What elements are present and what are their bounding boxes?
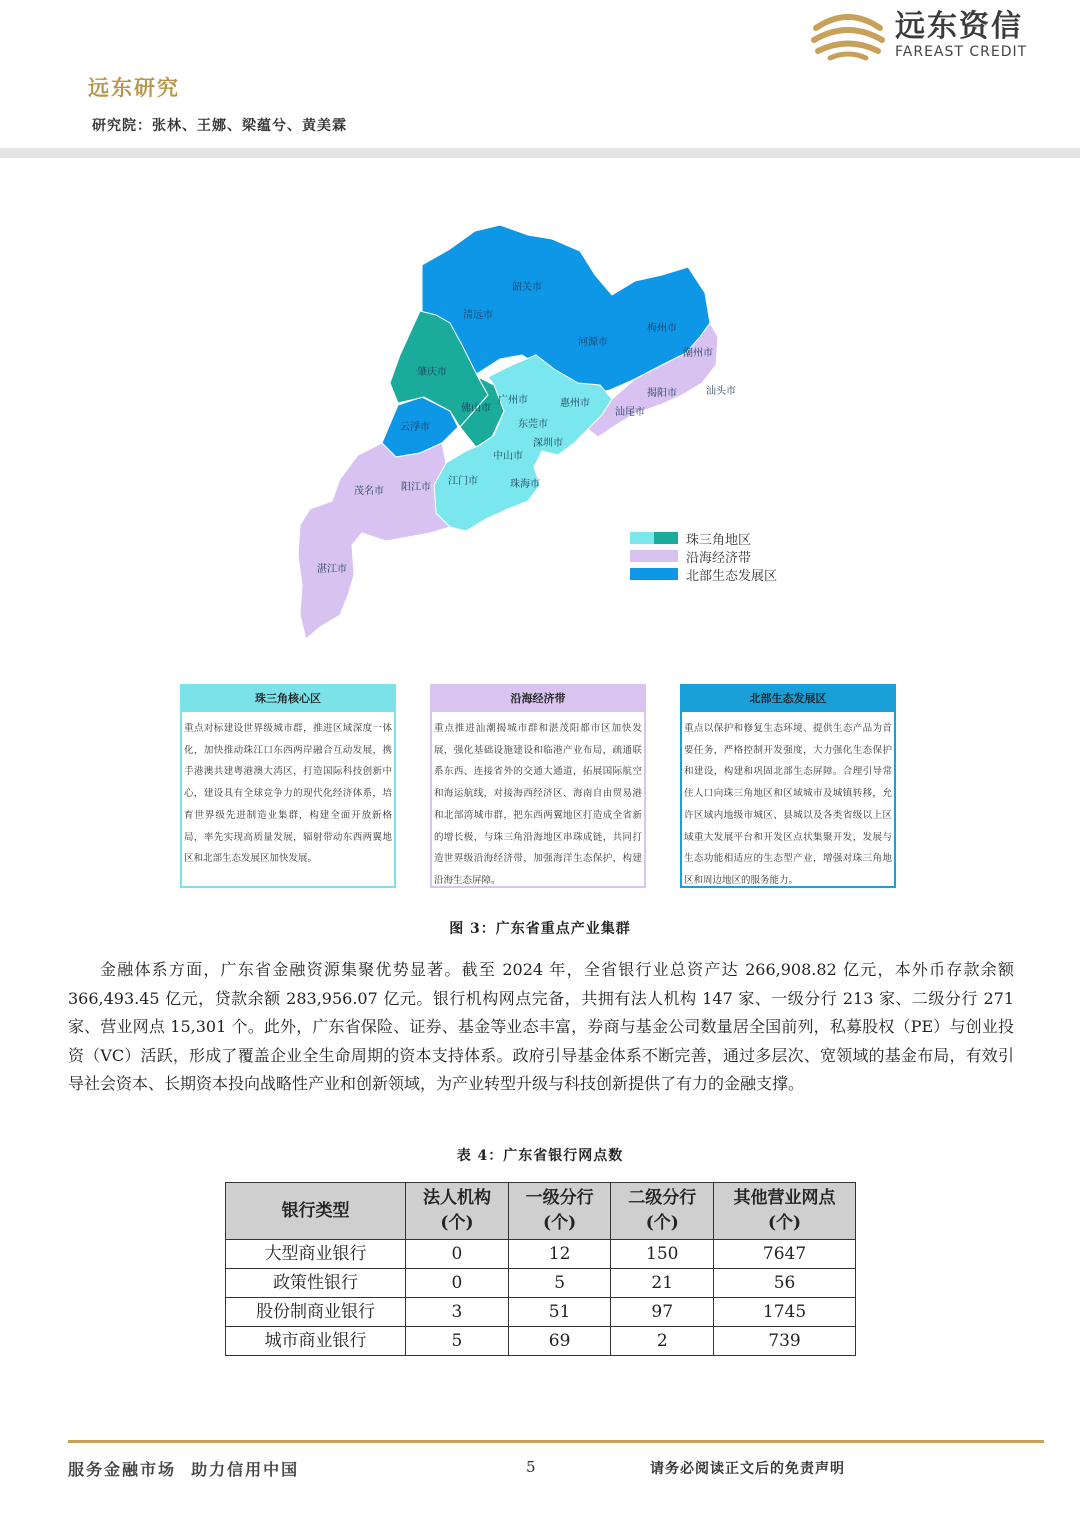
header-cell: 二级分行 (个) [611,1183,714,1240]
table-cell: 政策性银行 [226,1269,406,1298]
footer-slogan: 服务金融市场 助力信用中国 [68,1460,300,1479]
authors: 研究院：张林、王娜、梁蕴兮、黄美霖 [92,118,347,134]
brand-logo-icon [808,6,888,68]
zone-title: 沿海经济带 [432,686,644,712]
map-legend [630,529,777,583]
table-cell: 7647 [714,1240,856,1269]
table-row [226,1327,856,1356]
zone-title: 北部生态发展区 [682,686,894,712]
city-zhaoqing: 肇庆市 [417,367,447,378]
table-cell: 97 [611,1298,714,1327]
city-dongguan: 东莞市 [518,419,548,430]
header-cell: 其他营业网点 (个) [714,1183,856,1240]
city-maoming: 茂名市 [354,486,384,497]
legend-item [630,529,777,547]
zone-text: 重点推进汕潮揭城市群和湛茂阳都市区加快发展，强化基础设施建设和临港产业布局，疏通联系东西、连接省外的交通大通道，拓展国际航空和海运航线，对接海西经济区、海南自由贸易港和北部湾城市群，把东西两翼地区打造成全省新的增长极，与珠三角沿海地区串珠成链，共同打造世界级沿海经济带，加强海洋生态保护，构建沿海生态屏障。 [434,723,642,886]
table-header-row [226,1183,856,1240]
footer-divider [68,1440,1044,1443]
city-zhuhai: 珠海市 [510,479,540,490]
table-cell: 股份制商业银行 [226,1298,406,1327]
footer-disclaimer: 请务必阅读正文后的免责声明 [650,1461,845,1477]
table-cell: 1745 [714,1298,856,1327]
city-yunfu: 云浮市 [400,422,430,433]
table-cell: 5 [508,1269,611,1298]
table-cell: 150 [611,1240,714,1269]
table-cell: 51 [508,1298,611,1327]
page-number: 5 [526,1458,536,1476]
table-cell: 3 [406,1298,509,1327]
city-foshan: 佛山市 [461,403,491,414]
table-cell: 0 [406,1240,509,1269]
legend-swatch [630,532,678,544]
city-guangzhou: 广州市 [498,395,528,406]
region-coastal-west [298,443,450,639]
table-row [226,1298,856,1327]
table-cell: 2 [611,1327,714,1356]
table-caption: 表 4：广东省银行网点数 [456,1148,624,1164]
header-cell: 银行类型 [226,1183,406,1240]
table-cell: 0 [406,1269,509,1298]
legend-swatch [630,550,678,562]
zone-box-north [680,684,896,888]
table-cell: 739 [714,1327,856,1356]
table-cell: 5 [406,1327,509,1356]
city-shaoguan: 韶关市 [512,282,542,293]
table-cell: 12 [508,1240,611,1269]
paragraph-text: 金融体系方面，广东省金融资源集聚优势显著。截至 2024 年，全省银行业总资产达 266,908.82 亿元，本外币存款余额 366,493.45 亿元，贷款余额 283,956.07 亿元。银行机构网点完备，共拥有法人机构 147 家、一级分行 213 家、二级分行 271 家、营业网点 15,301 个。此外，广东省保险、证券、基金等业态丰富，券商与基金公司数量居全国前列，私募股权（PE）与创业投资（VC）活跃，形成了覆盖企业全生命周期的资本支持体系。政府引导基金体系不断完善，通过多层次、宽领域的基金布局，有效引导社会资本、长期资本投向战略性产业和创新领域，为产业转型升级与科技创新提供了有力的金融支撑。 [68,960,1014,1093]
body-paragraph [68,956,1014,1099]
city-jieyang: 揭阳市 [647,388,677,399]
header-cell: 一级分行 (个) [508,1183,611,1240]
city-shantou: 汕头市 [706,386,736,397]
brand [895,10,1027,60]
table-cell: 21 [611,1269,714,1298]
table-cell: 69 [508,1327,611,1356]
legend-label: 北部生态发展区 [686,568,778,584]
guangdong-map [290,215,790,649]
table-row [226,1240,856,1269]
table-row [226,1269,856,1298]
city-yangjiang: 阳江市 [401,482,431,493]
figure-caption: 图 3：广东省重点产业集群 [449,921,631,937]
legend-label: 珠三角地区 [686,532,752,548]
legend-label: 沿海经济带 [686,550,752,566]
city-meizhou: 梅州市 [647,323,677,334]
zone-text: 重点对标建设世界级城市群，推进区域深度一体化，加快推动珠江口东西两岸融合互动发展，携手港澳共建粤港澳大湾区，打造国际科技创新中心，建设具有全球竞争力的现代化经济体系，培育世界级先进制造业集群，构建全面开放新格局，率先实现高质量发展，辐射带动东西两翼地区和北部生态发展区加快发展。 [184,723,392,865]
city-huizhou: 惠州市 [560,398,590,409]
table-cell: 大型商业银行 [226,1240,406,1269]
city-zhanjiang: 湛江市 [317,564,347,575]
table-cell: 56 [714,1269,856,1298]
city-heyuan: 河源市 [578,337,608,348]
zone-text: 重点以保护和修复生态环境、提供生态产品为首要任务，严格控制开发强度，大力强化生态保护和建设，构建和巩固北部生态屏障。合理引导常住人口向珠三角地区和区域城市及城镇转移，允许区域内地级市城区、县城以及各类省级以上区域重大发展平台和开发区点状集聚开发，发展与生态功能相适应的生态型产业，增强对珠三角地区和周边地区的服务能力。 [684,723,892,886]
city-shanwei: 汕尾市 [615,407,645,418]
zone-title: 珠三角核心区 [182,686,394,712]
legend-item [630,547,777,565]
section-title: 远东研究 [88,75,180,100]
bank-outlets-table [225,1182,856,1356]
table-cell: 城市商业银行 [226,1327,406,1356]
zone-box-coastal [430,684,646,888]
city-qingyuan: 清远市 [463,310,493,321]
legend-item [630,565,777,583]
city-jiangmen: 江门市 [448,476,478,487]
header-cell: 法人机构 (个) [406,1183,509,1240]
brand-name-cn: 远东资信 [895,9,1023,44]
city-chaozhou: 潮州市 [683,348,713,359]
city-zhongshan: 中山市 [493,451,523,462]
zone-box-delta [180,684,396,888]
legend-swatch [630,568,678,580]
city-shenzhen: 深圳市 [533,438,563,449]
brand-name-en: FAREAST CREDIT [895,44,1028,60]
header-divider [0,148,1080,158]
